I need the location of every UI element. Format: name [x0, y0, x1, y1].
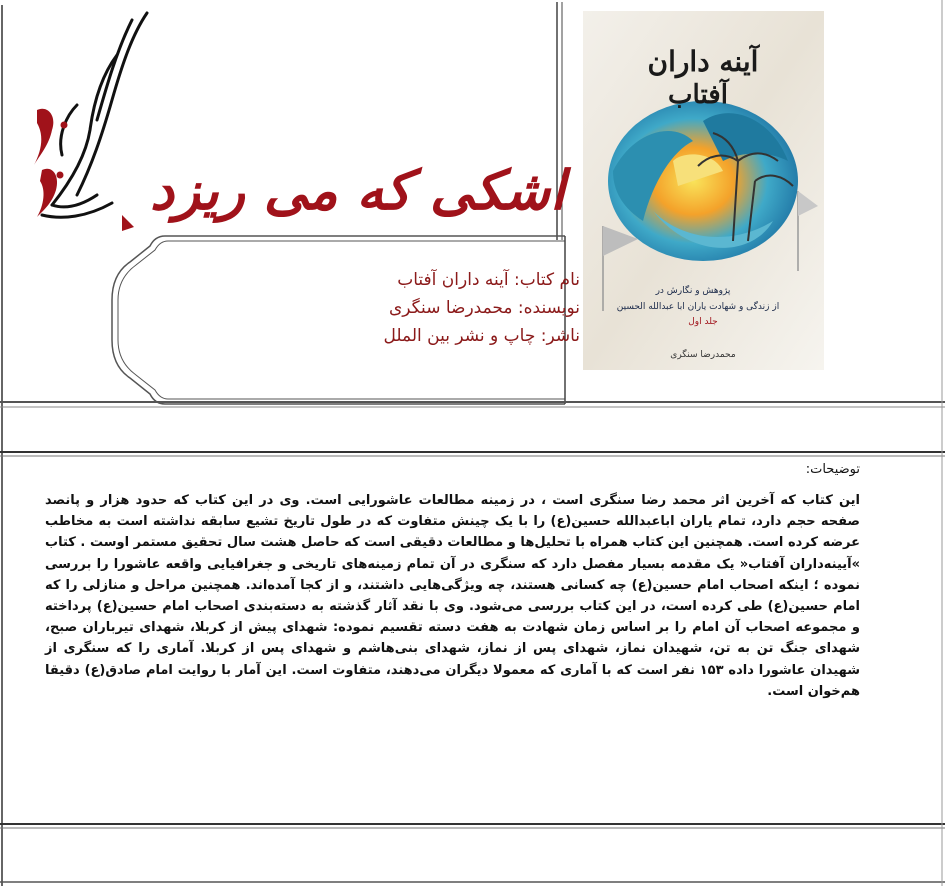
book-info [300, 266, 580, 350]
svg-text:پژوهش و نگارش در: پژوهش و نگارش در [655, 286, 731, 296]
description-body: این کتاب که آخرین اثر محمد رضا سنگری است ، در زمینه مطالعات عاشورایی است. وی در این کتاب که حدود هزار و پانصد صفحه حجم دارد، تمام یاران اباعبدالله حسین(ع) را با یک چینش متفاوت که در طول تاریخ تشیع سابقه نداشته است به مخاطب عرضه کرده است. همچنین این کتاب همراه با تحلیل‌ها و مطالعات دقیقی است که حاصل هشت سال تحقیق مستمر اوست . کتاب »آیینه‌داران آفتاب« یک مقدمه بسیار مفصل دارد که سنگری در آن تمام زمینه‌های تاریخی و جغرافیایی واقعه عاشورا را بررسی نموده ؛ اینکه اصحاب امام حسین(ع) چه کسانی هستند، چه ویژگی‌هایی داشتند، و از کجا آمده‌اند. همچنین مراحل و منازلی را که امام حسین(ع) طی کرده است، در این کتاب بررسی می‌شود. وی با نقد آثار گذشته به دسته‌بندی اصحاب امام حسین(ع) پرداخته و مجموعه اصحاب آن امام را بر اساس زمان شهادت به هفت دسته تقسیم نموده: شهدای پیش از کربلا، شهدای تیرباران صبح، شهدای جنگ تن به تن، شهیدان نماز، شهدای پس از نماز، شهدای بنی‌هاشم و شهدای پس از کربلا. آماری را که سنگری از شهیدان عاشورا داده ۱۵۳ نفر است که با آماری که معمولا دیگران می‌دهند، متفاوت است. این آمار با روایت امام صادق(ع) دقیقا هم‌خوان است. [45, 493, 860, 699]
calligraphy-logo [22, 5, 162, 235]
svg-text:جلد اول: جلد اول [688, 317, 718, 327]
description-heading: توضیحات: [805, 462, 860, 477]
book-author-line: نویسنده: محمدرضا سنگری [388, 298, 580, 318]
svg-text:از زندگی و شهادت یاران ابا عبد: از زندگی و شهادت یاران ابا عبدالله الحسین [616, 302, 780, 312]
svg-text:آفتاب: آفتاب [668, 80, 728, 110]
svg-text:محمدرضا سنگری: محمدرضا سنگری [670, 350, 736, 360]
title-calligraphy: اشکی که می ریزد [149, 158, 565, 222]
cover-title: آینه داران [647, 45, 759, 78]
book-title-line: نام کتاب: آینه داران آفتاب [397, 270, 580, 290]
book-publisher-line: ناشر: چاپ و نشر بین الملل [383, 326, 580, 346]
book-cover-image [583, 11, 824, 370]
